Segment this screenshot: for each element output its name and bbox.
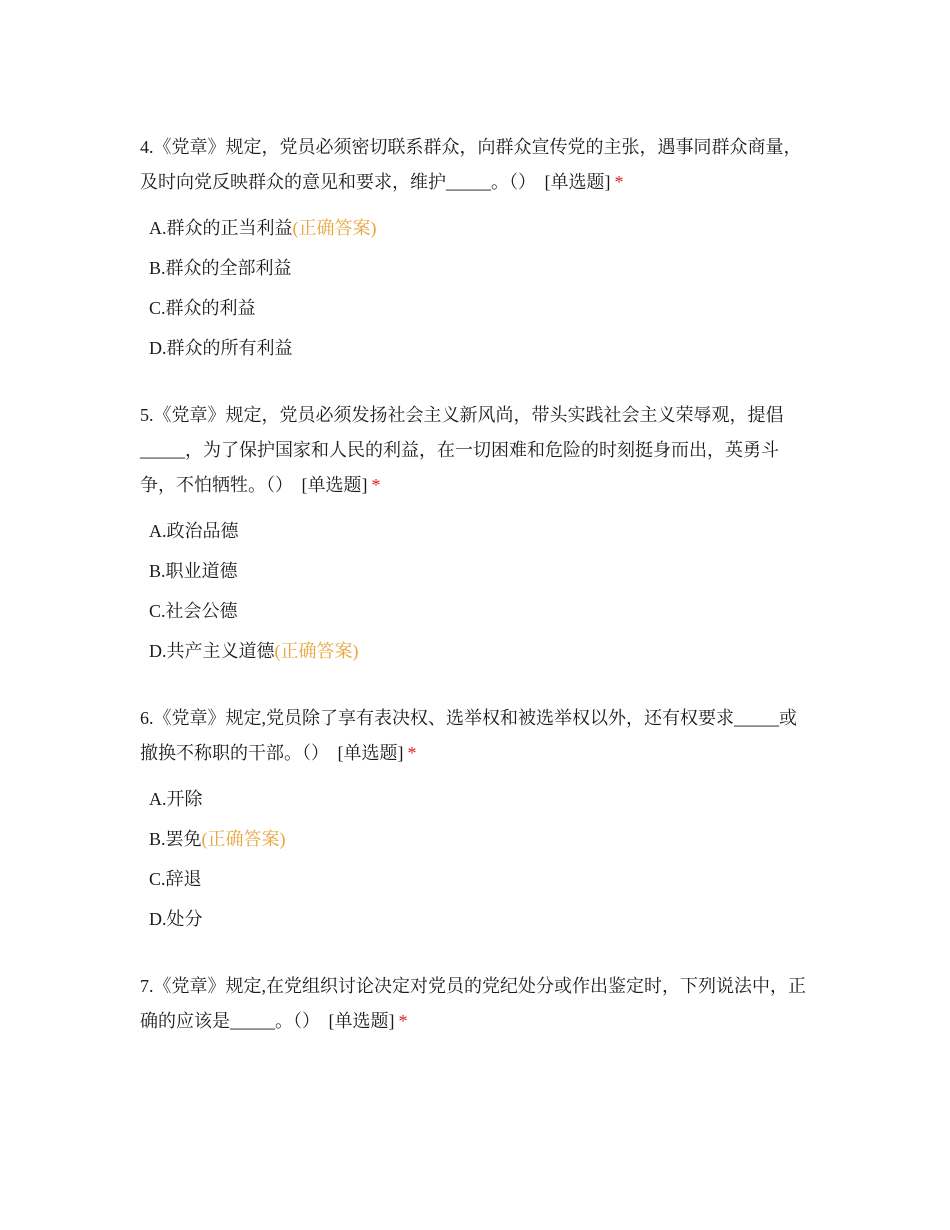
- option-text: B.罢免: [149, 829, 202, 849]
- question-4: [140, 130, 810, 368]
- option-text: C.群众的利益: [149, 298, 256, 318]
- question-5: [140, 398, 810, 671]
- option-d[interactable]: [149, 631, 810, 671]
- required-mark: *: [407, 743, 417, 763]
- stem-text: 4.《党章》规定，党员必须密切联系群众，向群众宣传党的主张，遇事同群众商量，及时向党反映群众的意见和要求，维护_____。（）: [140, 137, 802, 192]
- option-text: B.群众的全部利益: [149, 258, 292, 278]
- required-mark: *: [614, 172, 624, 192]
- question-type: [单选题]: [328, 1011, 395, 1031]
- option-d[interactable]: [149, 899, 810, 939]
- question-stem: [140, 969, 810, 1039]
- option-b[interactable]: [149, 551, 810, 591]
- option-text: B.职业道德: [149, 561, 238, 581]
- option-b[interactable]: [149, 248, 810, 288]
- option-a[interactable]: [149, 779, 810, 819]
- option-list: [140, 779, 810, 939]
- correct-answer-label: (正确答案): [274, 641, 359, 661]
- question-type: [单选题]: [301, 475, 368, 495]
- question-type: [单选题]: [544, 172, 611, 192]
- option-text: D.处分: [149, 909, 203, 929]
- option-d[interactable]: [149, 328, 810, 368]
- question-6: [140, 701, 810, 939]
- option-list: [140, 208, 810, 368]
- correct-answer-label: (正确答案): [201, 829, 286, 849]
- required-mark: *: [398, 1011, 408, 1031]
- option-a[interactable]: [149, 511, 810, 551]
- question-stem: [140, 130, 810, 200]
- option-a[interactable]: [149, 208, 810, 248]
- option-c[interactable]: [149, 591, 810, 631]
- document-page: [140, 130, 810, 1069]
- stem-text: 5.《党章》规定，党员必须发扬社会主义新风尚，带头实践社会主义荣辱观，提倡_____，为了保护国家和人民的利益，在一切困难和危险的时刻挺身而出，英勇斗争，不怕牺牲。（）: [140, 405, 784, 495]
- option-c[interactable]: [149, 288, 810, 328]
- option-text: A.开除: [149, 789, 203, 809]
- option-text: A.政治品德: [149, 521, 239, 541]
- required-mark: *: [371, 475, 381, 495]
- option-text: A.群众的正当利益: [149, 218, 293, 238]
- option-list: [140, 511, 810, 671]
- option-text: D.群众的所有利益: [149, 338, 293, 358]
- stem-text: 7.《党章》规定,在党组织讨论决定对党员的党纪处分或作出鉴定时，下列说法中，正确的应该是_____。（）: [140, 976, 806, 1031]
- option-text: C.辞退: [149, 869, 202, 889]
- question-7: [140, 969, 810, 1039]
- correct-answer-label: (正确答案): [292, 218, 377, 238]
- stem-text: 6.《党章》规定,党员除了享有表决权、选举权和被选举权以外，还有权要求_____或撤换不称职的干部。（）: [140, 708, 797, 763]
- option-b[interactable]: [149, 819, 810, 859]
- option-text: C.社会公德: [149, 601, 238, 621]
- question-stem: [140, 398, 810, 503]
- option-c[interactable]: [149, 859, 810, 899]
- option-text: D.共产主义道德: [149, 641, 275, 661]
- question-stem: [140, 701, 810, 771]
- question-type: [单选题]: [337, 743, 404, 763]
